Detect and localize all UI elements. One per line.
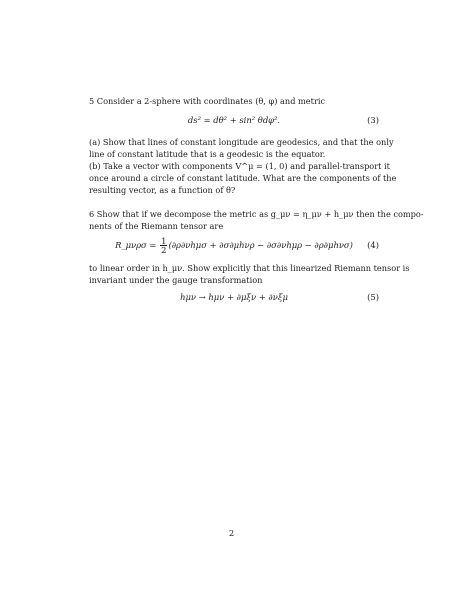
fraction-denominator: 2 xyxy=(161,245,167,255)
metric-equation: ds² = dθ² + sin² θdφ². xyxy=(187,115,281,125)
equation-number-5: (5) xyxy=(367,292,379,302)
gauge-equation: hμν → hμν + ∂μξν + ∂νξμ xyxy=(180,292,288,302)
equation-number-4: (4) xyxy=(367,240,379,250)
riemann-lhs: R_μνρσ = xyxy=(115,240,160,250)
problem-6-intro-line-1: 6 Show that if we decompose the metric as g_μν = η_μν + h_μν then the compo- xyxy=(89,209,424,219)
riemann-rhs: (∂ρ∂νhμσ + ∂σ∂μhνρ − ∂σ∂νhμρ − ∂ρ∂μhνσ) xyxy=(168,240,353,250)
equation-5 xyxy=(89,289,379,305)
fraction-numerator: 1 xyxy=(161,236,167,246)
riemann-equation xyxy=(89,234,379,256)
part-b-line-3: resulting vector, as a function of θ? xyxy=(89,185,236,195)
part-b-line-2: once around a circle of constant latitude. What are the components of the xyxy=(89,173,397,183)
one-half-fraction xyxy=(160,237,167,254)
equation-4 xyxy=(89,234,379,256)
part-a-line-2: line of constant latitude that is a geodesic is the equator. xyxy=(89,149,326,159)
part-a-line-1: (a) Show that lines of constant longitude are geodesics, and that the only xyxy=(89,137,394,147)
problem-6-intro-line-2: nents of the Riemann tensor are xyxy=(89,221,224,231)
problem-5-intro: 5 Consider a 2-sphere with coordinates (θ, φ) and metric xyxy=(89,96,326,106)
part-b-line-1: (b) Take a vector with components V^μ = (1, 0) and parallel-transport it xyxy=(89,161,390,171)
problem-6-after-line-1: to linear order in h_μν. Show explicitly that this linearized Riemann tensor is xyxy=(89,263,410,273)
page-number: 2 xyxy=(228,528,235,538)
equation-3 xyxy=(89,112,379,128)
problem-6-after-line-2: invariant under the gauge transformation xyxy=(89,275,263,285)
equation-number-3: (3) xyxy=(367,115,379,125)
